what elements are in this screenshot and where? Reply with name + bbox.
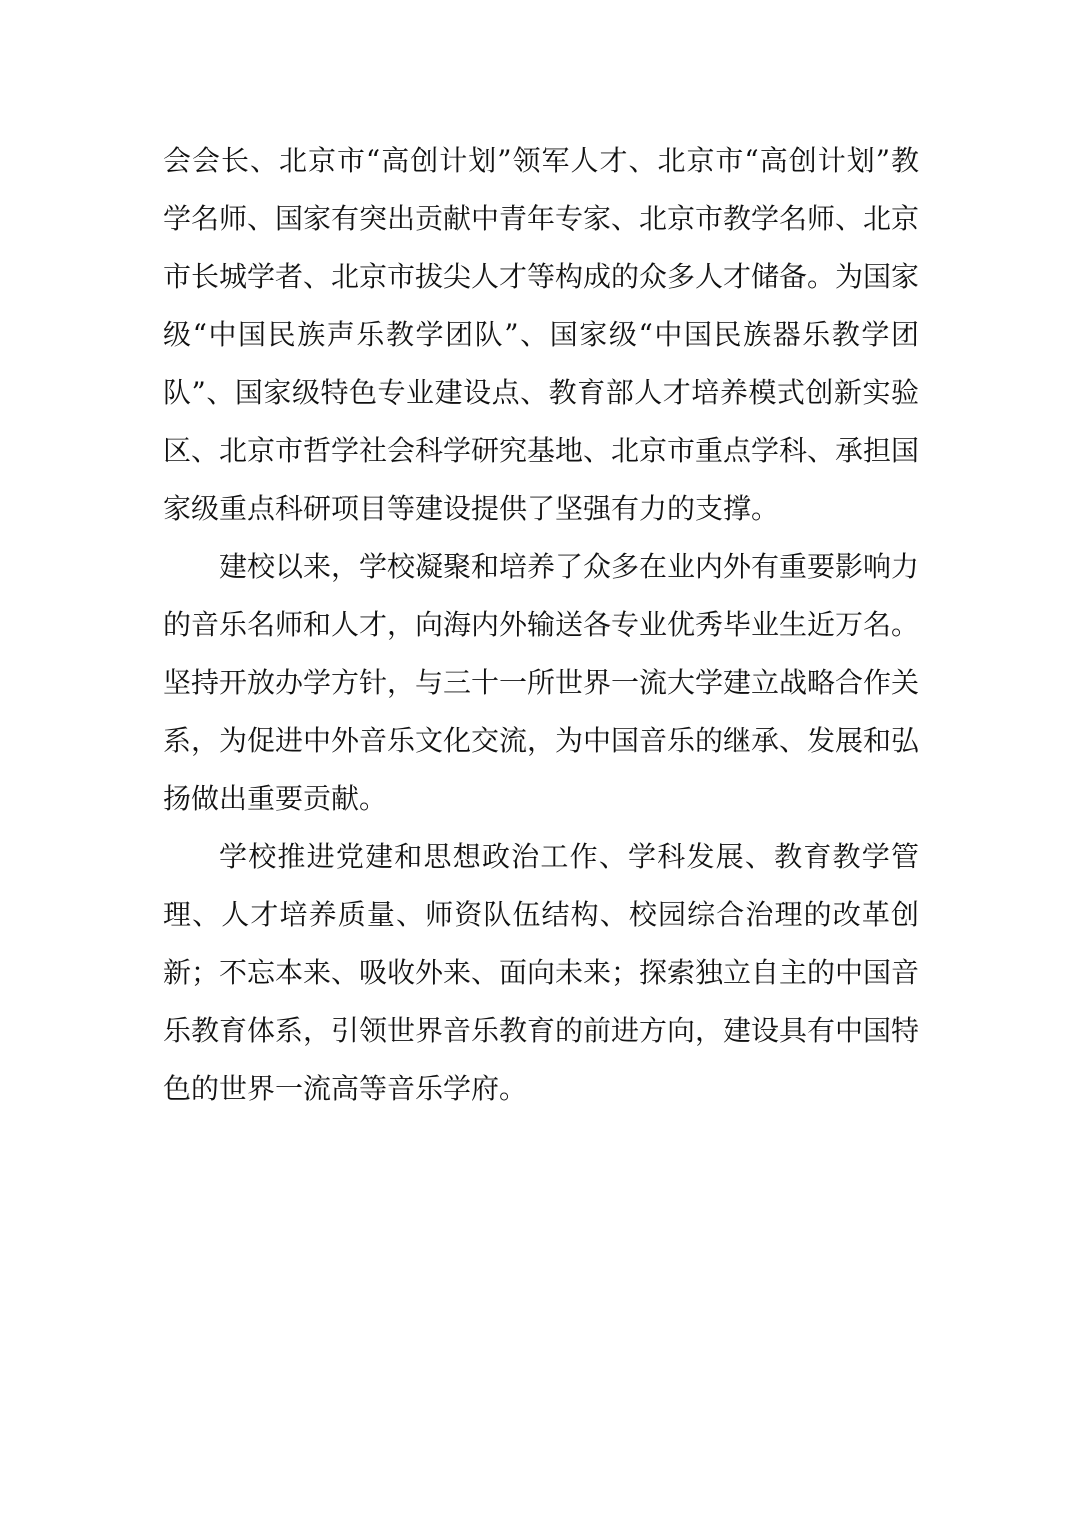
document-body bbox=[163, 132, 919, 1118]
paragraph-history: 建校以来，学校凝聚和培养了众多在业内外有重要影响力的音乐名师和人才，向海内外输送各专业优秀毕业生近万名。坚持开放办学方针，与三十一所世界一流大学建立战略合作关系，为促进中外音乐文化交流，为中国音乐的继承、发展和弘扬做出重要贡献。 bbox=[163, 550, 920, 815]
paragraph-reform: 学校推进党建和思想政治工作、学科发展、教育教学管理、人才培养质量、师资队伍结构、校园综合治理的改革创新；不忘本来、吸收外来、面向未来；探索独立自主的中国音乐教育体系，引领世界音乐教育的前进方向，建设具有中国特色的世界一流高等音乐学府。 bbox=[163, 840, 920, 1105]
paragraph-continuation: 会会长、北京市“高创计划”领军人才、北京市“高创计划”教学名师、国家有突出贡献中青年专家、北京市教学名师、北京市长城学者、北京市拔尖人才等构成的众多人才储备。为国家级“中国民族声乐教学团队”、国家级“中国民族器乐教学团队”、国家级特色专业建设点、教育部人才培养模式创新实验区、北京市哲学社会科学研究基地、北京市重点学科、承担国家级重点科研项目等建设提供了坚强有力的支撑。 bbox=[163, 144, 920, 525]
